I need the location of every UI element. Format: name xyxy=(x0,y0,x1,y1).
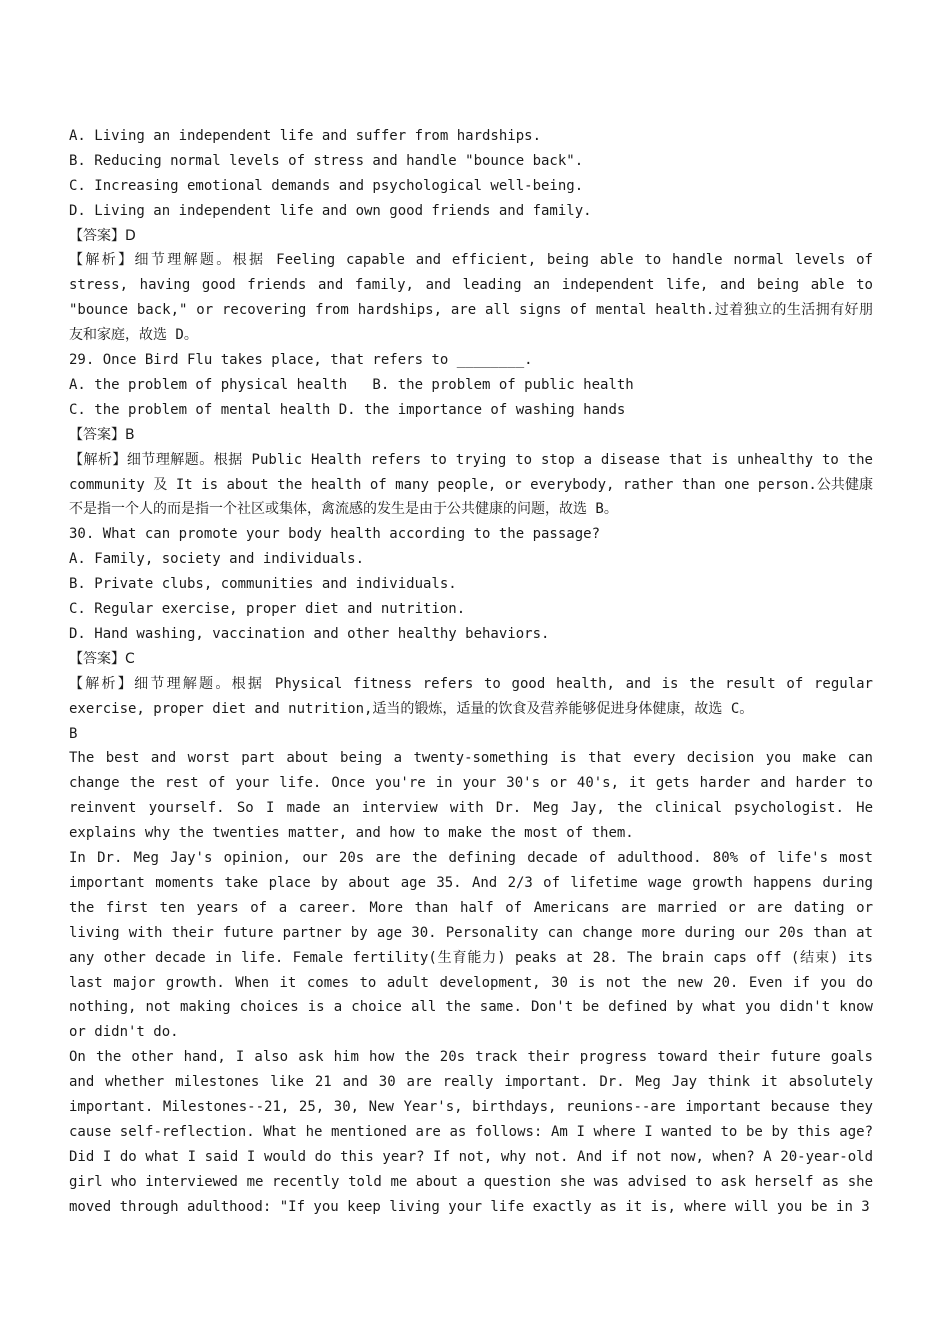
q28-analysis: 【解析】细节理解题。根据 Feeling capable and efficient, being able to handle normal levels of stress, having good friends and family, and leading an independent life, and being able to "bounce back," or recovering from hardships, are all signs of mental health.过着独立的生活拥有好朋友和家庭，故选 D。 xyxy=(69,252,873,344)
q30-option-b: B. Private clubs, communities and individuals. xyxy=(69,576,457,593)
q28-option-d: D. Living an independent life and own good friends and family. xyxy=(69,202,592,219)
document-page xyxy=(69,124,873,1220)
q30-option-c: C. Regular exercise, proper diet and nutrition. xyxy=(69,601,466,618)
q29-question: 29. Once Bird Flu takes place, that refers to ________. xyxy=(69,352,533,369)
passage-b-paragraph-2: In Dr. Meg Jay's opinion, our 20s are the defining decade of adulthood. 80% of life's most important moments take place by about age 35. And 2/3 of lifetime wage growth happens during the first ten years of a career. More than half of Americans are married or are dating or living with their future partner by age 30. Personality can change more during our 20s than at any other decade in life. Female fertility(生育能力) peaks at 28. The brain caps off (结束) its last major growth. When it comes to adult development, 30 is not the new 20. Even if you do nothing, not making choices is a choice all the same. Don't be defined by what you didn't know or didn't do. xyxy=(69,850,873,1041)
q28-option-a: A. Living an independent life and suffer from hardships. xyxy=(69,128,542,144)
passage-b-paragraph-1: The best and worst part about being a twenty-something is that every decision you make can change the rest of your life. Once you're in your 30's or 40's, it gets harder and harder to reinvent yourself. So I made an interview with Dr. Meg Jay, the clinical psychologist. He explains why the twenties matter, and how to make the most of them. xyxy=(69,750,873,842)
q30-question: 30. What can promote your body health according to the passage? xyxy=(69,526,601,543)
q29-options-row2: C. the problem of mental health D. the importance of washing hands xyxy=(69,401,626,418)
q30-analysis: 【解析】细节理解题。根据 Physical fitness refers to good health, and is the result of regular exercise, proper diet and nutrition,适当的锻炼，适量的饮食及营养能够促进身体健康，故选 C。 xyxy=(69,675,873,717)
passage-b-heading: B xyxy=(69,725,78,742)
q28-answer: 【答案】D xyxy=(69,227,136,244)
q28-option-b: B. Reducing normal levels of stress and handle "bounce back". xyxy=(69,152,584,169)
q29-options-row1: A. the problem of physical health B. the problem of public health xyxy=(69,376,634,393)
q30-answer: 【答案】C xyxy=(69,650,135,667)
q30-option-d: D. Hand washing, vaccination and other healthy behaviors. xyxy=(69,625,550,642)
q29-analysis: 【解析】细节理解题。根据 Public Health refers to trying to stop a disease that is unhealthy to the community 及 It is about the health of many people, or everybody, rather than one person.公共健康不是指一个人的而是指一个社区或集体，禽流感的发生是由于公共健康的问题，故选 B。 xyxy=(69,451,873,518)
q30-option-a: A. Family, society and individuals. xyxy=(69,551,365,568)
passage-b-paragraph-3: On the other hand, I also ask him how the 20s track their progress toward their future goals and whether milestones like 21 and 30 are really important. Dr. Meg Jay think it absolutely important. Milestones--21, 25, 30, New Year's, birthdays, reunions--are important because they cause self-reflection. What he mentioned are as follows: Am I where I wanted to be by this age? Did I do what I said I would do this year? If not, why not. And if not now, when? A 20-year-old girl who interviewed me recently told me about a question she was advised to ask herself as she moved through adulthood: "If you keep living your life exactly as it is, where will you be in 3 xyxy=(69,1049,873,1215)
q29-answer: 【答案】B xyxy=(69,426,135,443)
q28-option-c: C. Increasing emotional demands and psychological well-being. xyxy=(69,177,584,194)
